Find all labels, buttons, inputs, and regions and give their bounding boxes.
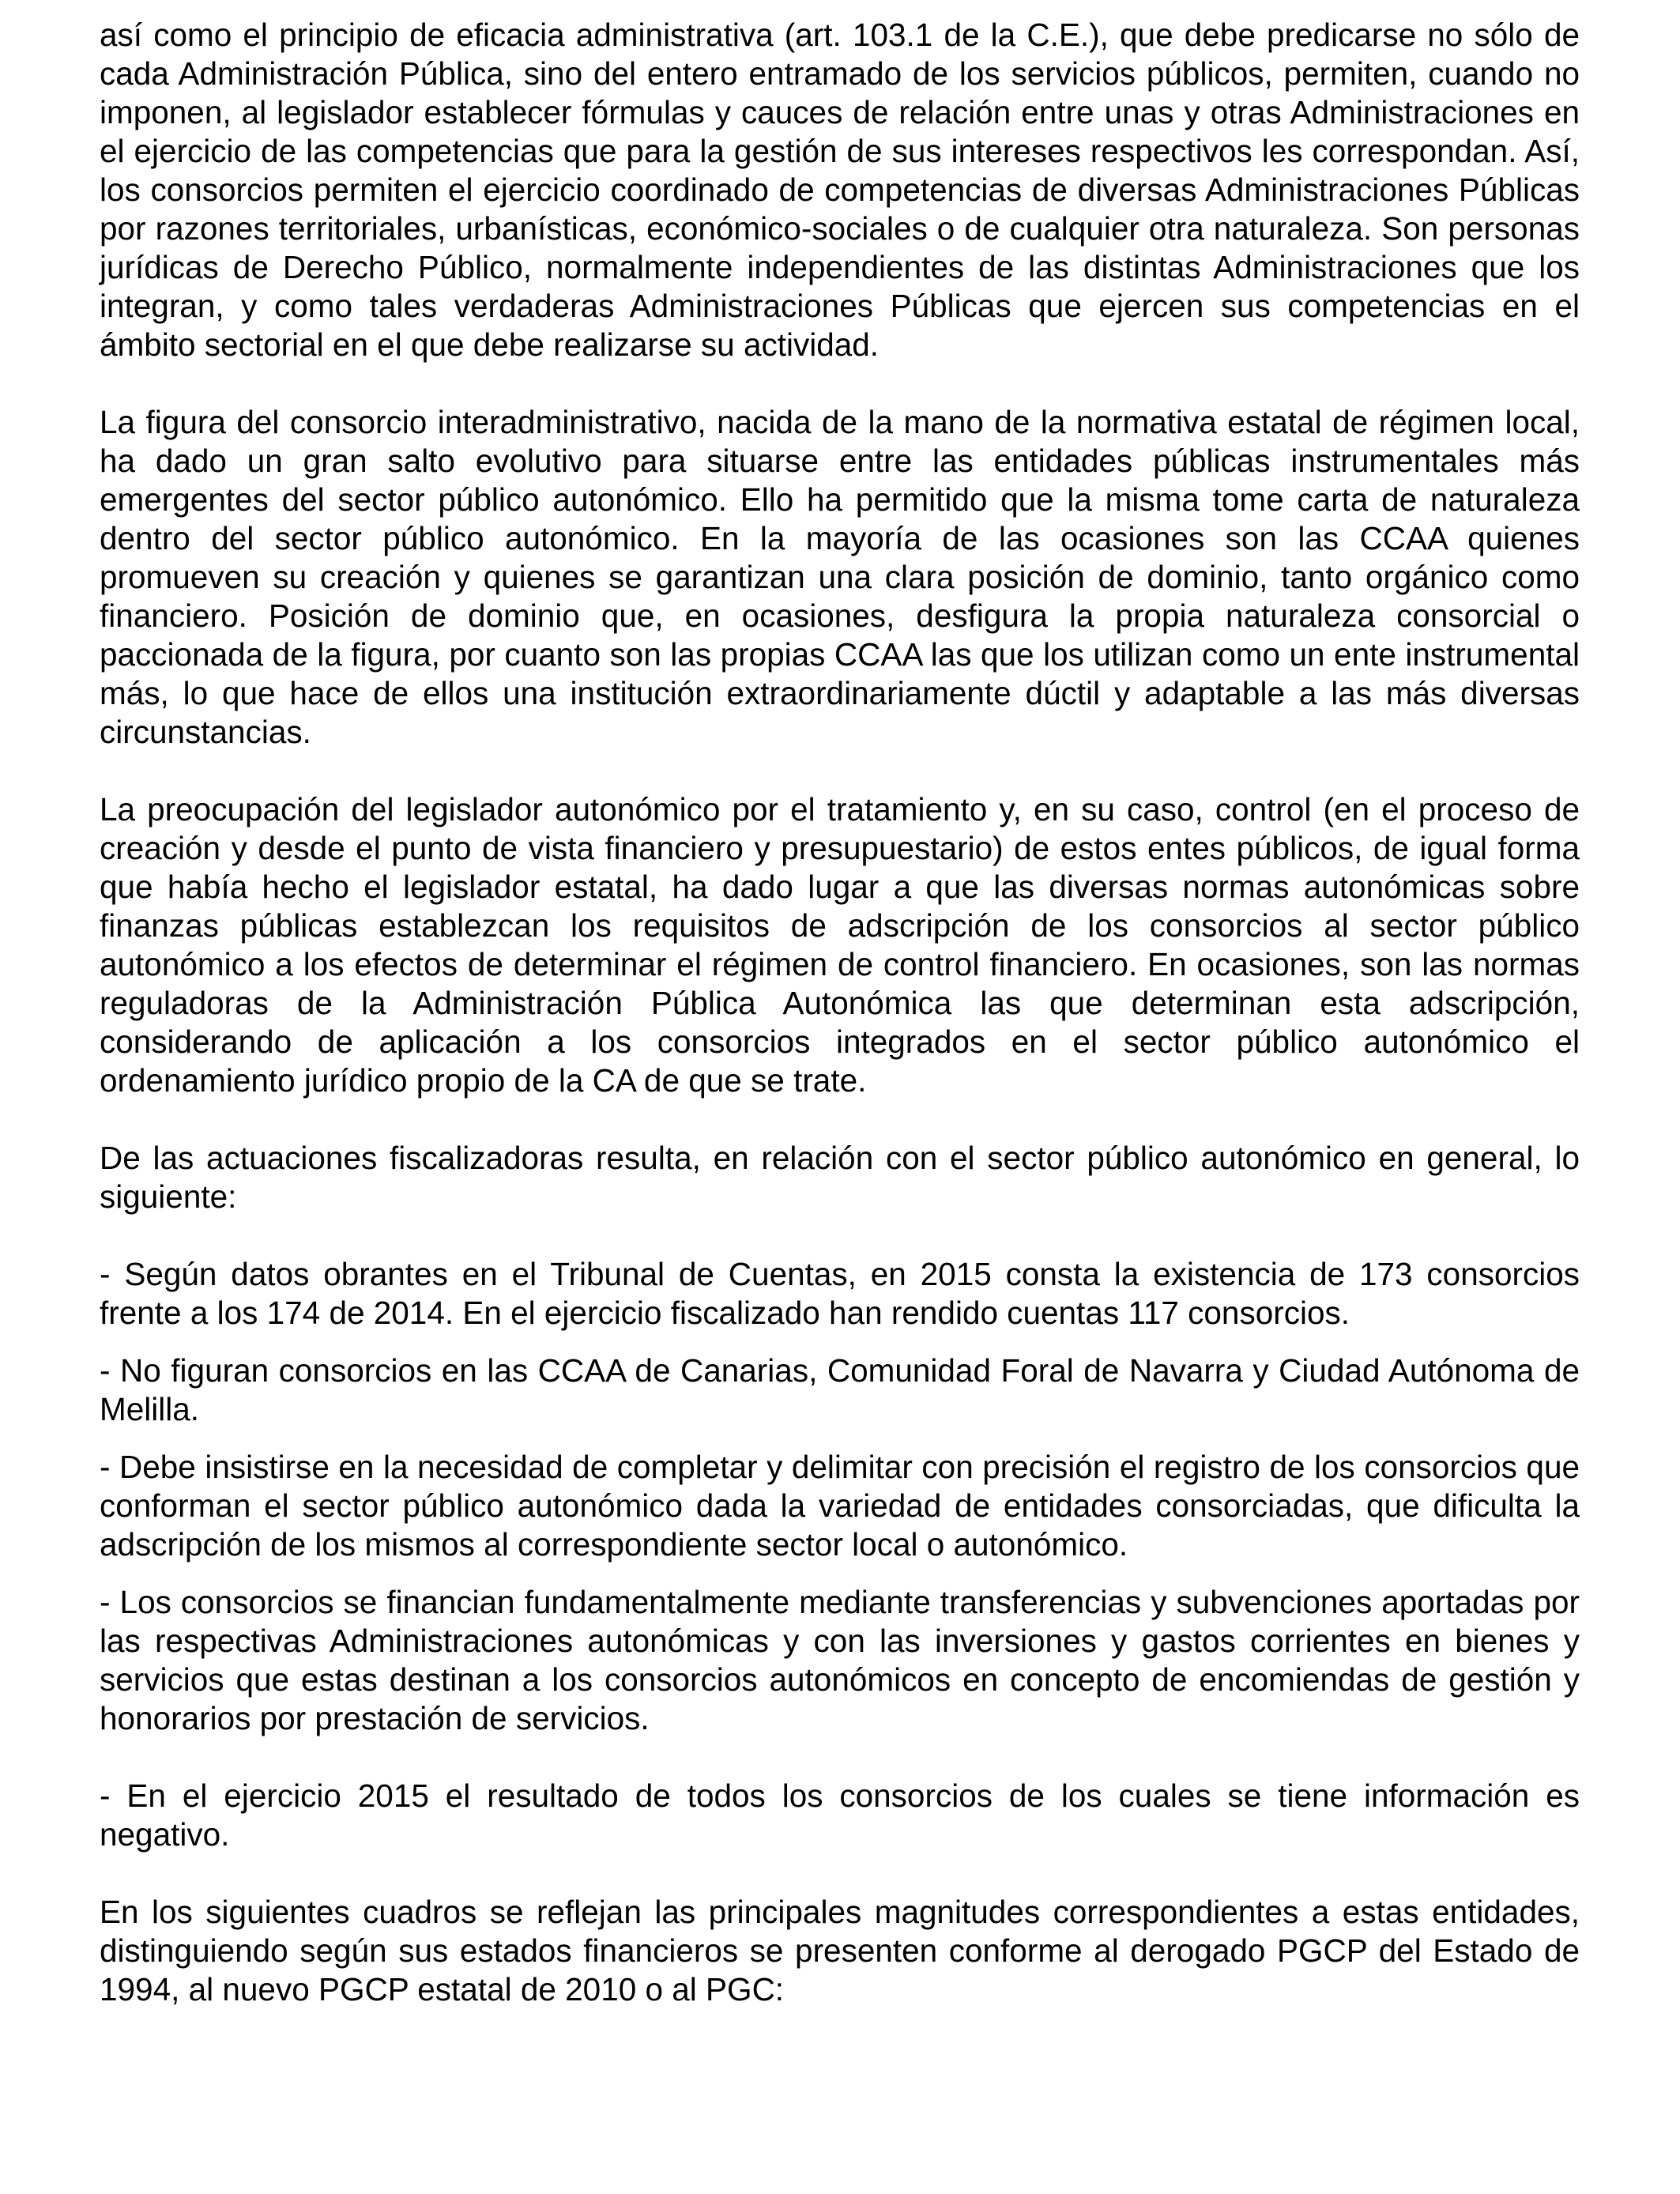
bullet-financiacion: - Los consorcios se financian fundamentalmente mediante transferencias y subvenciones aportadas por las respectivas Administraciones autonómicas y con las inversiones y gastos corrientes en bienes y servicios que estas destinan a los consorcios autonómicos en concepto de encomiendas de gestión y honorarios por prestación de servicios. — [100, 1584, 1580, 1736]
paragraph-figura-consorcio: La figura del consorcio interadministrativo, nacida de la mano de la normativa estatal de régimen local, ha dado un gran salto evolutivo para situarse entre las entidades públicas instrumentales más emergentes del sector público autonómico. Ello ha permitido que la misma tome carta de naturaleza dentro del sector público autonómico. En la mayoría de las ocasiones son las CCAA quienes promueven su creación y quienes se garantizan una clara posición de dominio, tanto orgánico como financiero. Posición de dominio que, en ocasiones, desfigura la propia naturaleza consorcial o paccionada de la figura, por cuanto son las propias CCAA las que los utilizan como un ente instrumental más, lo que hace de ellos una institución extraordinariamente dúctil y adaptable a las más diversas circunstancias. — [100, 404, 1580, 750]
document-body — [100, 16, 1580, 2009]
paragraph-preocupacion: La preocupación del legislador autonómico por el tratamiento y, en su caso, control (en el proceso de creación y desde el punto de vista financiero y presupuestario) de estos entes públicos, de igual forma que había hecho el legislador estatal, ha dado lugar a que las diversas normas autonómicas sobre finanzas públicas establezcan los requisitos de adscripción de los consorcios al sector público autonómico a los efectos de determinar el régimen de control financiero. En ocasiones, son las normas reguladoras de la Administración Pública Autonómica las que determinan esta adscripción, considerando de aplicación a los consorcios integrados en el sector público autonómico el ordenamiento jurídico propio de la CA de que se trate. — [100, 791, 1580, 1099]
paragraph-eficacia: así como el principio de eficacia administrativa (art. 103.1 de la C.E.), que debe predicarse no sólo de cada Administración Pública, sino del entero entramado de los servicios públicos, permiten, cuando no imponen, al legislador establecer fórmulas y cauces de relación entre unas y otras Administraciones en el ejercicio de las competencias que para la gestión de sus intereses respectivos les correspondan. Así, los consorcios permiten el ejercicio coordinado de competencias de diversas Administraciones Públicas por razones territoriales, urbanísticas, económico-sociales o de cualquier otra naturaleza. Son personas jurídicas de Derecho Público, normalmente independientes de las distintas Administraciones que los integran, y como tales verdaderas Administraciones Públicas que ejercen sus competencias en el ámbito sectorial en el que debe realizarse su actividad. — [100, 17, 1580, 363]
bullet-datos-tribunal: - Según datos obrantes en el Tribunal de Cuentas, en 2015 consta la existencia de 173 consorcios frente a los 174 de 2014. En el ejercicio fiscalizado han rendido cuentas 117 consorcios. — [100, 1256, 1580, 1331]
paragraph-actuaciones: De las actuaciones fiscalizadoras resulta, en relación con el sector público autonómico en general, lo siguiente: — [100, 1140, 1580, 1215]
paragraph-cuadros: En los siguientes cuadros se reflejan las principales magnitudes correspondientes a estas entidades, distinguiendo según sus estados financieros se presenten conforme al derogado PGCP del Estado de 1994, al nuevo PGCP estatal de 2010 o al PGC: — [100, 1894, 1580, 2007]
bullet-resultado-negativo: - En el ejercicio 2015 el resultado de todos los consorcios de los cuales se tiene información es negativo. — [100, 1777, 1580, 1853]
bullet-registro: - Debe insistirse en la necesidad de completar y delimitar con precisión el registro de los consorcios que conforman el sector público autonómico dada la variedad de entidades consorciadas, que dificulta la adscripción de los mismos al correspondiente sector local o autonómico. — [100, 1449, 1580, 1563]
bullet-no-figuran: - No figuran consorcios en las CCAA de Canarias, Comunidad Foral de Navarra y Ciudad Autónoma de Melilla. — [100, 1352, 1580, 1427]
